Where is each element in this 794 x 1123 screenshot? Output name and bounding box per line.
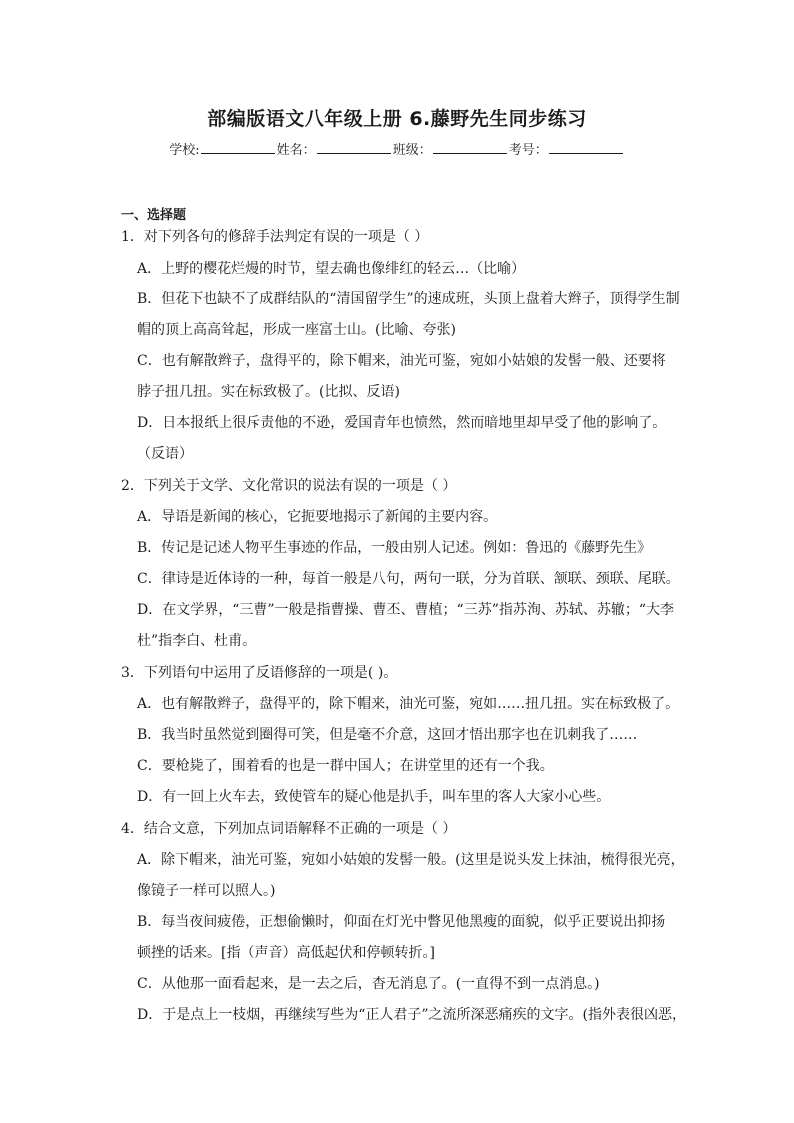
question-3-stem: 3．下列语句中运用了反语修辞的一项是( )。: [121, 665, 398, 681]
question-1-stem: 1．对下列各句的修辞手法判定有误的一项是（ ）: [121, 229, 429, 245]
page-title: 部编版语文八年级上册 6.藤野先生同步练习: [207, 108, 587, 130]
class-blank: [433, 140, 507, 154]
question-3-option-d: D．有一回上火车去，致使管车的疑心他是扒手，叫车里的客人大家小心些。: [137, 789, 611, 805]
question-4-option-b-cont: 顿挫的话来。[指（声音）高低起伏和停顿转折。]: [137, 945, 435, 961]
question-4-option-a-cont: 像镜子一样可以照人。): [137, 883, 276, 899]
question-2-option-d-cont: 杜”指李白、杜甫。: [137, 633, 257, 649]
question-4-option-a: A．除下帽来，油光可鉴，宛如小姑娘的发髻一般。(这里是说头发上抹油，梳得很光亮，: [137, 852, 685, 868]
question-1-option-b: B．但花下也缺不了成群结队的“清国留学生”的速成班，头顶上盘着大辫子，顶得学生制: [137, 291, 680, 307]
question-1-option-d: D．日本报纸上很斥责他的不逊，爱国青年也愤然，然而暗地里却早受了他的影响了。: [137, 415, 667, 431]
question-4-option-b: B．每当夜间疲倦，正想偷懒时，仰面在灯光中瞥见他黑瘦的面貌，似乎正要说出抑扬: [137, 914, 666, 930]
question-1-option-a: A．上野的樱花烂熳的时节，望去确也像绯红的轻云…（比喻）: [137, 261, 526, 277]
question-3-option-a: A．也有解散辫子，盘得平的，除下帽来，油光可鉴，宛如……扭几扭。实在标致极了。: [137, 696, 680, 712]
question-2-option-c: C．律诗是近体诗的一种，每首一般是八句，两句一联，分为首联、颔联、颈联、尾联。: [137, 571, 680, 587]
name-blank: [317, 140, 391, 154]
question-4-option-d: D．于是点上一枝烟，再继续写些为“正人君子”之流所深恶痛疾的文字。(指外表很凶恶，: [137, 1007, 686, 1023]
question-2-option-d: D．在文学界，“三曹”一般是指曹操、曹丕、曹植；“三苏”指苏洵、苏轼、苏辙；“大李: [137, 602, 675, 618]
question-1-option-c-cont: 脖子扭几扭。实在标致极了。(比拟、反语): [137, 384, 400, 400]
student-info-row: [0, 139, 794, 158]
section-title: 一、选择题: [121, 208, 187, 223]
question-1-option-d-cont: （反语）: [137, 446, 193, 462]
question-4-option-c: C．从他那一面看起来，是一去之后，杳无消息了。(一直得不到一点消息。): [137, 976, 600, 992]
exam-no-label: 考号：: [508, 143, 548, 158]
question-2-option-a: A．导语是新闻的核心，它扼要地揭示了新闻的主要内容。: [137, 509, 498, 525]
question-2-stem: 2．下列关于文学、文化常识的说法有误的一项是（ ）: [121, 478, 457, 494]
question-1-option-c: C．也有解散辫子，盘得平的，除下帽来，油光可鉴，宛如小姑娘的发髻一般、还要将: [137, 353, 666, 369]
question-3-option-b: B．我当时虽然觉到圈得可笑，但是毫不介意，这回才悟出那字也在讥刺我了……: [137, 727, 638, 743]
question-3-option-c: C．要枪毙了，围着看的也是一群中国人；在讲堂里的还有一个我。: [137, 758, 554, 774]
school-label: 学校:: [169, 143, 200, 158]
question-1-option-b-cont: 帽的顶上高高耸起，形成一座富士山。(比喻、夸张): [137, 322, 456, 338]
question-2-option-b: B．传记是记述人物平生事迹的作品，一般由别人记述。例如：鲁迅的《藤野先生》: [137, 540, 652, 556]
class-label: 班级：: [392, 143, 432, 158]
question-4-stem: 4．结合文意，下列加点词语解释不正确的一项是（ ）: [121, 821, 457, 837]
name-label: 姓名：: [276, 143, 316, 158]
school-blank: [201, 140, 275, 154]
exam-no-blank: [549, 140, 623, 154]
